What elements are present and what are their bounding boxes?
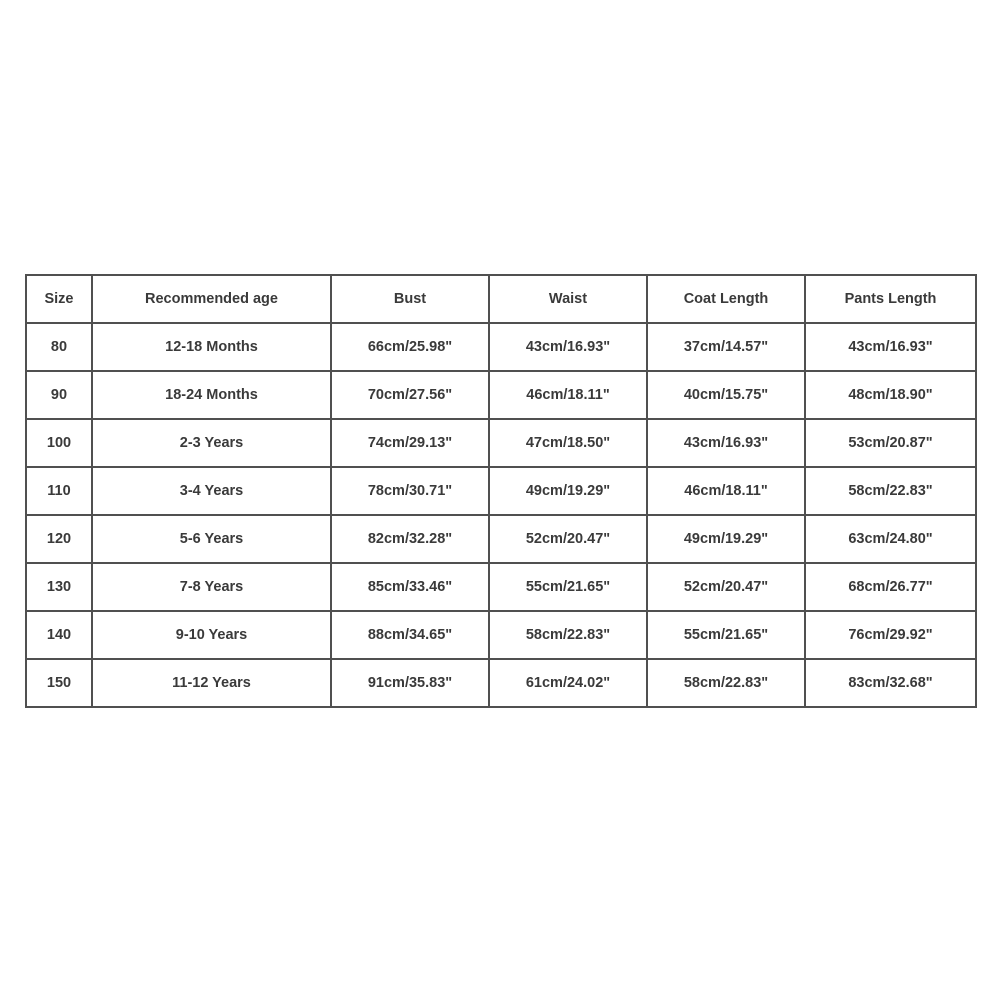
cell-pants-length: 68cm/26.77" [805,563,976,611]
table-row [26,467,976,515]
cell-waist: 55cm/21.65" [489,563,647,611]
cell-coat-length: 43cm/16.93" [647,419,805,467]
cell-size: 120 [26,515,92,563]
header-size: Size [26,275,92,323]
cell-pants-length: 43cm/16.93" [805,323,976,371]
cell-bust: 91cm/35.83" [331,659,489,707]
cell-bust: 66cm/25.98" [331,323,489,371]
cell-waist: 47cm/18.50" [489,419,647,467]
cell-waist: 61cm/24.02" [489,659,647,707]
table-row [26,659,976,707]
cell-size: 110 [26,467,92,515]
header-row [26,275,976,323]
cell-coat-length: 55cm/21.65" [647,611,805,659]
header-coat-length: Coat Length [647,275,805,323]
cell-bust: 78cm/30.71" [331,467,489,515]
cell-recommended-age: 5-6 Years [92,515,331,563]
cell-recommended-age: 3-4 Years [92,467,331,515]
cell-bust: 85cm/33.46" [331,563,489,611]
cell-recommended-age: 7-8 Years [92,563,331,611]
table-row [26,371,976,419]
cell-size: 150 [26,659,92,707]
table-row [26,611,976,659]
cell-pants-length: 58cm/22.83" [805,467,976,515]
cell-size: 80 [26,323,92,371]
cell-size: 140 [26,611,92,659]
table-row [26,563,976,611]
cell-coat-length: 40cm/15.75" [647,371,805,419]
table-row [26,323,976,371]
cell-coat-length: 37cm/14.57" [647,323,805,371]
cell-pants-length: 63cm/24.80" [805,515,976,563]
table-row [26,515,976,563]
cell-recommended-age: 11-12 Years [92,659,331,707]
table-row [26,419,976,467]
cell-coat-length: 46cm/18.11" [647,467,805,515]
cell-bust: 82cm/32.28" [331,515,489,563]
cell-recommended-age: 9-10 Years [92,611,331,659]
cell-waist: 58cm/22.83" [489,611,647,659]
cell-waist: 43cm/16.93" [489,323,647,371]
cell-waist: 49cm/19.29" [489,467,647,515]
size-chart-table [25,274,977,708]
cell-waist: 52cm/20.47" [489,515,647,563]
cell-pants-length: 83cm/32.68" [805,659,976,707]
header-pants-length: Pants Length [805,275,976,323]
cell-size: 90 [26,371,92,419]
cell-recommended-age: 18-24 Months [92,371,331,419]
cell-recommended-age: 2-3 Years [92,419,331,467]
cell-coat-length: 52cm/20.47" [647,563,805,611]
cell-size: 130 [26,563,92,611]
header-bust: Bust [331,275,489,323]
header-recommended-age: Recommended age [92,275,331,323]
cell-recommended-age: 12-18 Months [92,323,331,371]
cell-coat-length: 49cm/19.29" [647,515,805,563]
cell-coat-length: 58cm/22.83" [647,659,805,707]
cell-pants-length: 76cm/29.92" [805,611,976,659]
cell-bust: 88cm/34.65" [331,611,489,659]
size-chart-body [26,323,976,707]
cell-pants-length: 53cm/20.87" [805,419,976,467]
cell-bust: 74cm/29.13" [331,419,489,467]
cell-bust: 70cm/27.56" [331,371,489,419]
cell-pants-length: 48cm/18.90" [805,371,976,419]
header-waist: Waist [489,275,647,323]
cell-size: 100 [26,419,92,467]
cell-waist: 46cm/18.11" [489,371,647,419]
